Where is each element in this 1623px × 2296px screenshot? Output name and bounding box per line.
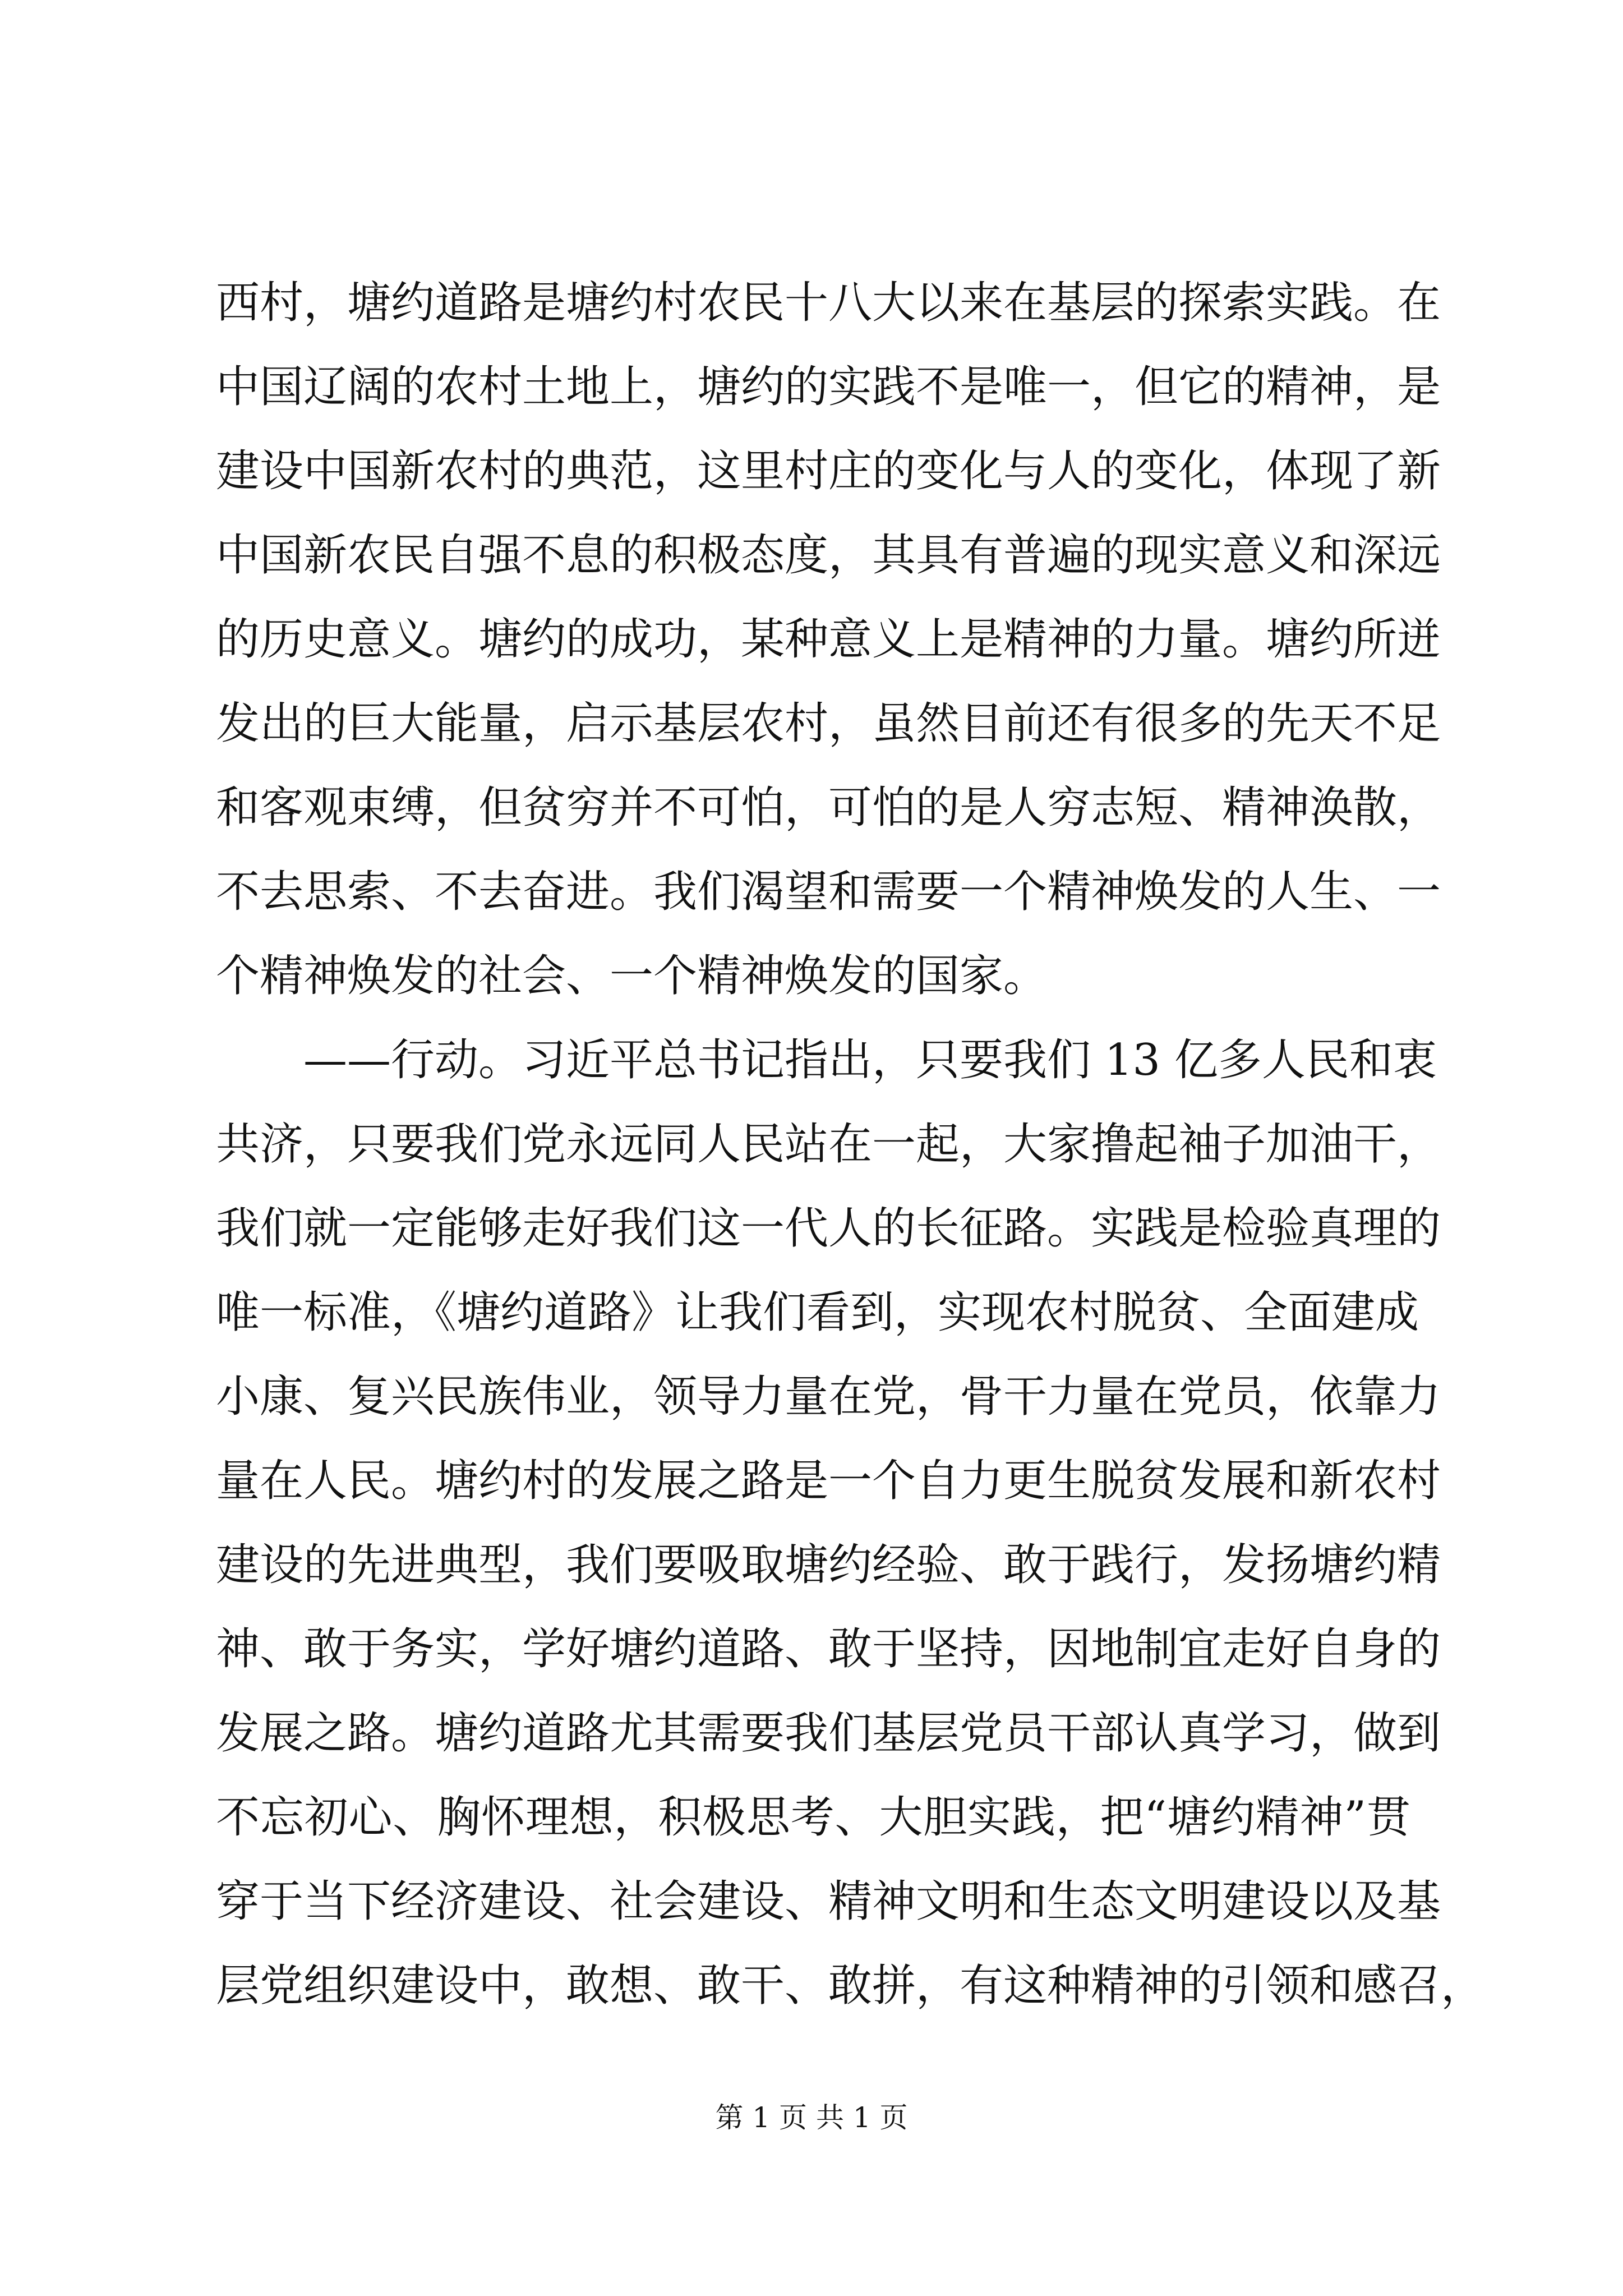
text-line: 不忘初心、胸怀理想，积极思考、大胆实践，把“塘约精神”贯 (216, 1792, 1410, 1843)
text-line: 我们就一定能够走好我们这一代人的长征路。实践是检验真理的 (216, 1203, 1441, 1254)
paragraph-2 (216, 1018, 1485, 2028)
text-line: 建设中国新农村的典范，这里村庄的变化与人的变化，体现了新 (216, 446, 1441, 496)
text-line: 不去思索、不去奋进。我们渴望和需要一个精神焕发的人生、一 (216, 867, 1441, 917)
text-line: 共济，只要我们党永远同人民站在一起，大家撸起袖子加油干， (216, 1119, 1441, 1170)
text-line: 中国新农民自强不息的积极态度，其具有普遍的现实意义和深远 (216, 530, 1441, 581)
text-line: 发展之路。塘约道路尤其需要我们基层党员干部认真学习，做到 (216, 1708, 1441, 1759)
text-line: 和客观束缚，但贫穷并不可怕，可怕的是人穷志短、精神涣散， (216, 783, 1441, 833)
text-line: 穿于当下经济建设、社会建设、精神文明和生态文明建设以及基 (216, 1876, 1441, 1927)
body-text (216, 261, 1485, 2028)
text-line: 西村，塘约道路是塘约村农民十八大以来在基层的探索实践。在 (216, 278, 1441, 328)
text-line: 中国辽阔的农村土地上，塘约的实践不是唯一，但它的精神，是 (216, 362, 1441, 412)
text-line: 神、敢于务实，学好塘约道路、敢于坚持，因地制宜走好自身的 (216, 1624, 1441, 1674)
text-line: ——行动。习近平总书记指出，只要我们 13 亿多人民和衷 (303, 1035, 1437, 1085)
text-line: 量在人民。塘约村的发展之路是一个自力更生脱贫发展和新农村 (216, 1456, 1441, 1506)
text-line: 小康、复兴民族伟业，领导力量在党，骨干力量在党员，依靠力 (216, 1372, 1441, 1422)
text-line: 个精神焕发的社会、一个精神焕发的国家。 (216, 951, 1048, 1001)
text-line: 层党组织建设中，敢想、敢干、敢拼，有这种精神的引领和感召， (216, 1961, 1485, 2011)
text-line: 建设的先进典型，我们要吸取塘约经验、敢于践行，发扬塘约精 (216, 1540, 1441, 1590)
text-line: 发出的巨大能量，启示基层农村，虽然目前还有很多的先天不足 (216, 698, 1441, 749)
paragraph-1 (216, 261, 1441, 1018)
text-line: 唯一标准，《塘约道路》让我们看到，实现农村脱贫、全面建成 (216, 1287, 1419, 1338)
page-footer (0, 2095, 1623, 2136)
page-number-label: 第 1 页 共 1 页 (715, 2101, 908, 2134)
text-line: 的历史意义。塘约的成功，某种意义上是精神的力量。塘约所迸 (216, 614, 1441, 665)
